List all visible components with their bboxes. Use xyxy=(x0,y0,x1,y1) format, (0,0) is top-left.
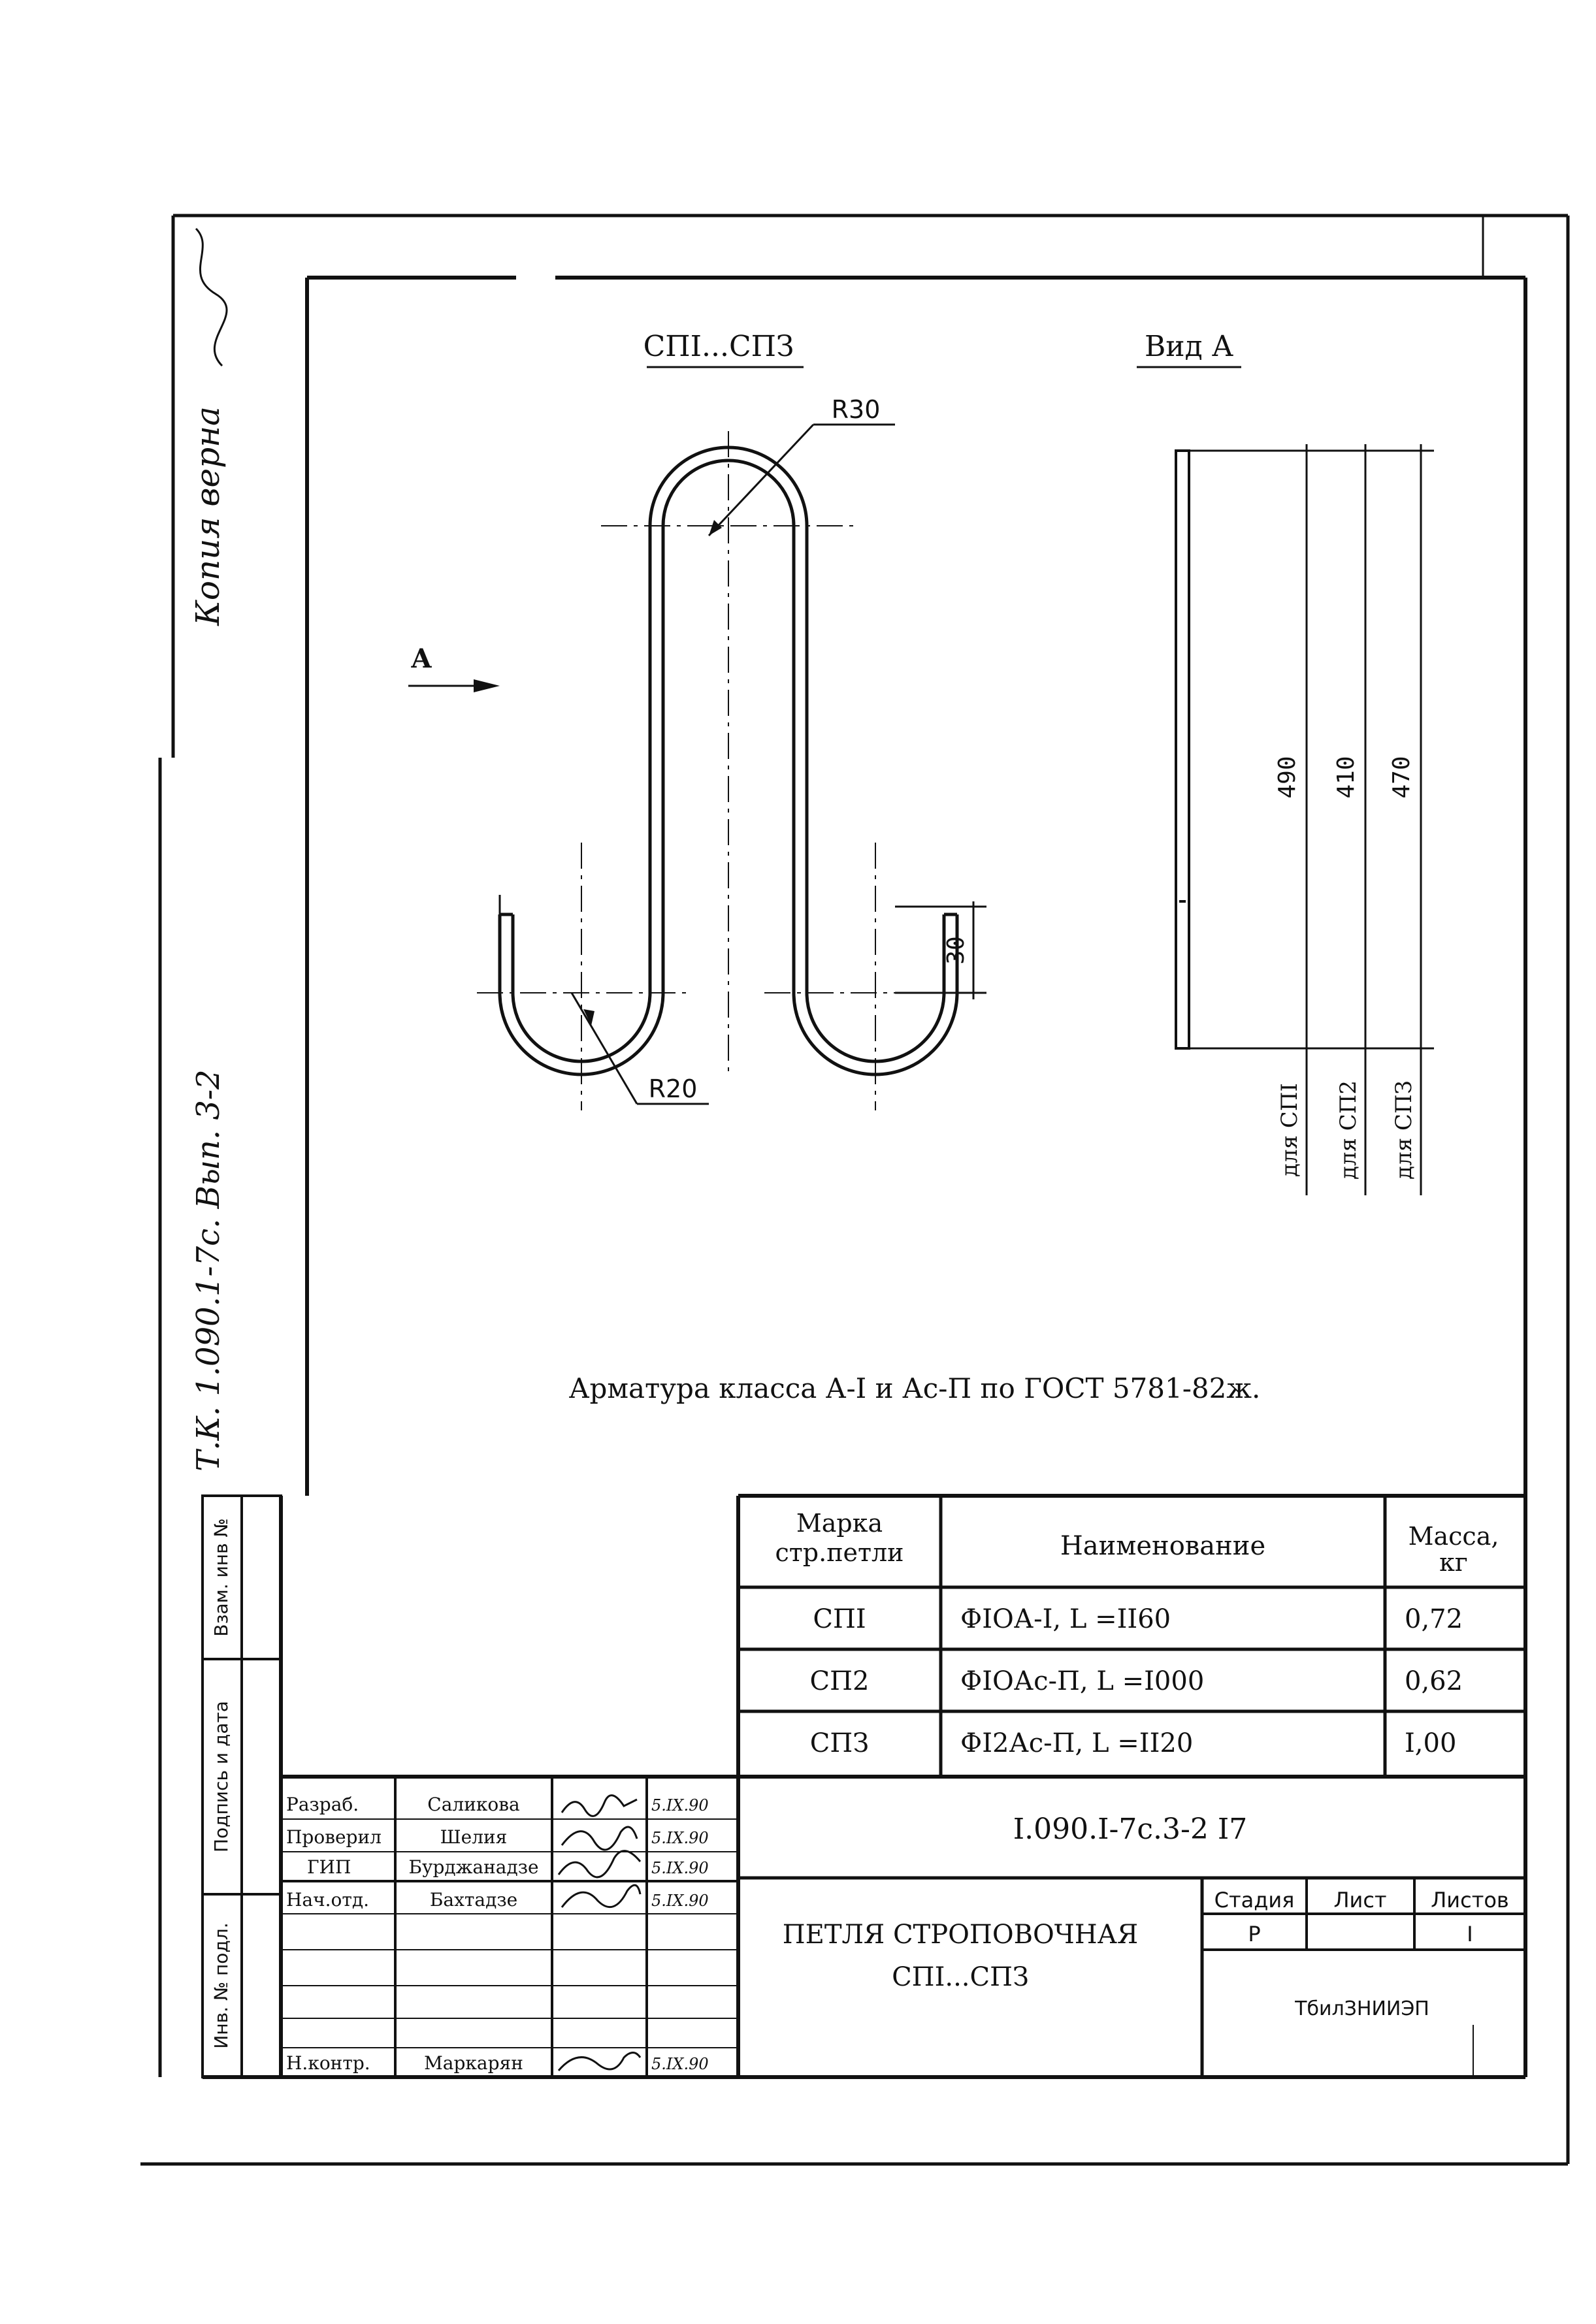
radius-top-leader xyxy=(709,425,895,536)
arrow-a-label: А xyxy=(410,643,432,674)
tb-role-4: Нач.отд. xyxy=(286,1889,370,1911)
dim-30-lines xyxy=(895,901,986,999)
tb-role-2: Проверил xyxy=(286,1826,382,1848)
left-margin-inv-vzam: Взам. инв № xyxy=(210,1518,232,1637)
dim-470-label: 470 xyxy=(1388,756,1415,799)
tb-name-4: Бахтадзе xyxy=(429,1889,518,1911)
spec-header-mass-line2: кг xyxy=(1439,1548,1468,1577)
for-sp3-label: для СПЗ xyxy=(1391,1080,1417,1180)
radius-bottom-label: R20 xyxy=(648,1074,698,1103)
stamp-doc-code: Т.К. 1.090.1-7с. Вып. 3-2 xyxy=(190,1069,227,1472)
tb-name-2: Шелия xyxy=(440,1826,508,1848)
tb-sheets-label: Листов xyxy=(1431,1888,1509,1912)
tb-date-2: 5.IX.90 xyxy=(651,1829,709,1847)
tb-name-1: Саликова xyxy=(427,1794,520,1815)
tb-name-line2: СПI...СПЗ xyxy=(892,1962,1029,1992)
tb-name-7: Маркарян xyxy=(424,2052,523,2074)
tb-date-7: 5.IX.90 xyxy=(651,2055,709,2073)
tb-role-1: Разраб. xyxy=(286,1794,359,1815)
tb-org: ТбилЗНИИЭП xyxy=(1295,1997,1429,2020)
spec-header-name: Наименование xyxy=(1060,1531,1266,1561)
tb-sheet-label: Лист xyxy=(1333,1888,1387,1912)
spec-row3-mark: СПЗ xyxy=(809,1728,870,1758)
spec-row3-name: ФI2Ас-П, L =II20 xyxy=(960,1728,1194,1758)
spec-row2-mark: СП2 xyxy=(809,1666,870,1696)
tb-date-4: 5.IX.90 xyxy=(651,1892,709,1910)
signature-copy-true xyxy=(196,229,227,366)
tb-date-1: 5.IX.90 xyxy=(651,1796,709,1815)
tb-date-3: 5.IX.90 xyxy=(651,1859,709,1877)
tb-stage-value: Р xyxy=(1248,1922,1261,1946)
radius-top-label: R30 xyxy=(831,395,881,424)
left-margin-podpis: Подпись и дата xyxy=(210,1701,232,1852)
view-a-bar xyxy=(1176,451,1189,1048)
dim-30-label: 30 xyxy=(943,936,969,965)
tb-sheets-value: I xyxy=(1467,1922,1473,1946)
spec-header-mass-line1: Масса, xyxy=(1408,1522,1499,1551)
tb-role-3: ГИП xyxy=(307,1856,351,1878)
for-sp2-label: для СП2 xyxy=(1335,1080,1361,1180)
tb-stage-label: Стадия xyxy=(1214,1888,1295,1912)
view-a-title: Вид А xyxy=(1144,330,1234,363)
dim-490-label: 490 xyxy=(1274,756,1301,799)
tb-name-line1: ПЕТЛЯ СТРОПОВОЧНАЯ xyxy=(782,1920,1139,1950)
spec-row1-mark: СПI xyxy=(813,1604,866,1634)
tb-name-3: Бурджанадзе xyxy=(408,1856,539,1878)
center-lines xyxy=(477,431,986,1110)
stamp-copy-true: Копия верна xyxy=(189,406,227,626)
view-main-title: СПI...СПЗ xyxy=(643,330,794,363)
view-arrow-head xyxy=(474,679,500,692)
spec-row2-name: ФIОАс-П, L =I000 xyxy=(960,1666,1205,1696)
left-margin-inv-podl: Инв. № подл. xyxy=(210,1922,232,2049)
reinforcement-note: Арматура класса А-I и Ас-П по ГОСТ 5781-82ж. xyxy=(568,1372,1261,1404)
spec-header-mark-line2: стр.петли xyxy=(775,1538,904,1567)
tb-code: I.090.I-7с.3-2 I7 xyxy=(1013,1813,1248,1846)
spec-row3-mass: I,00 xyxy=(1405,1728,1457,1758)
spec-header-mark-line1: Марка xyxy=(796,1509,883,1538)
spec-row1-name: ФIОА-I, L =II60 xyxy=(960,1604,1171,1634)
radius-top-arrowhead xyxy=(709,520,722,536)
spec-row2-mass: 0,62 xyxy=(1405,1666,1463,1696)
spec-table-grid xyxy=(738,1496,1525,2077)
tb-role-7: Н.контр. xyxy=(286,2052,370,2074)
dim-410-label: 410 xyxy=(1333,756,1360,799)
spec-row1-mass: 0,72 xyxy=(1405,1604,1463,1634)
for-sp1-label: для СПI xyxy=(1277,1083,1303,1177)
signatures xyxy=(559,1796,640,2071)
